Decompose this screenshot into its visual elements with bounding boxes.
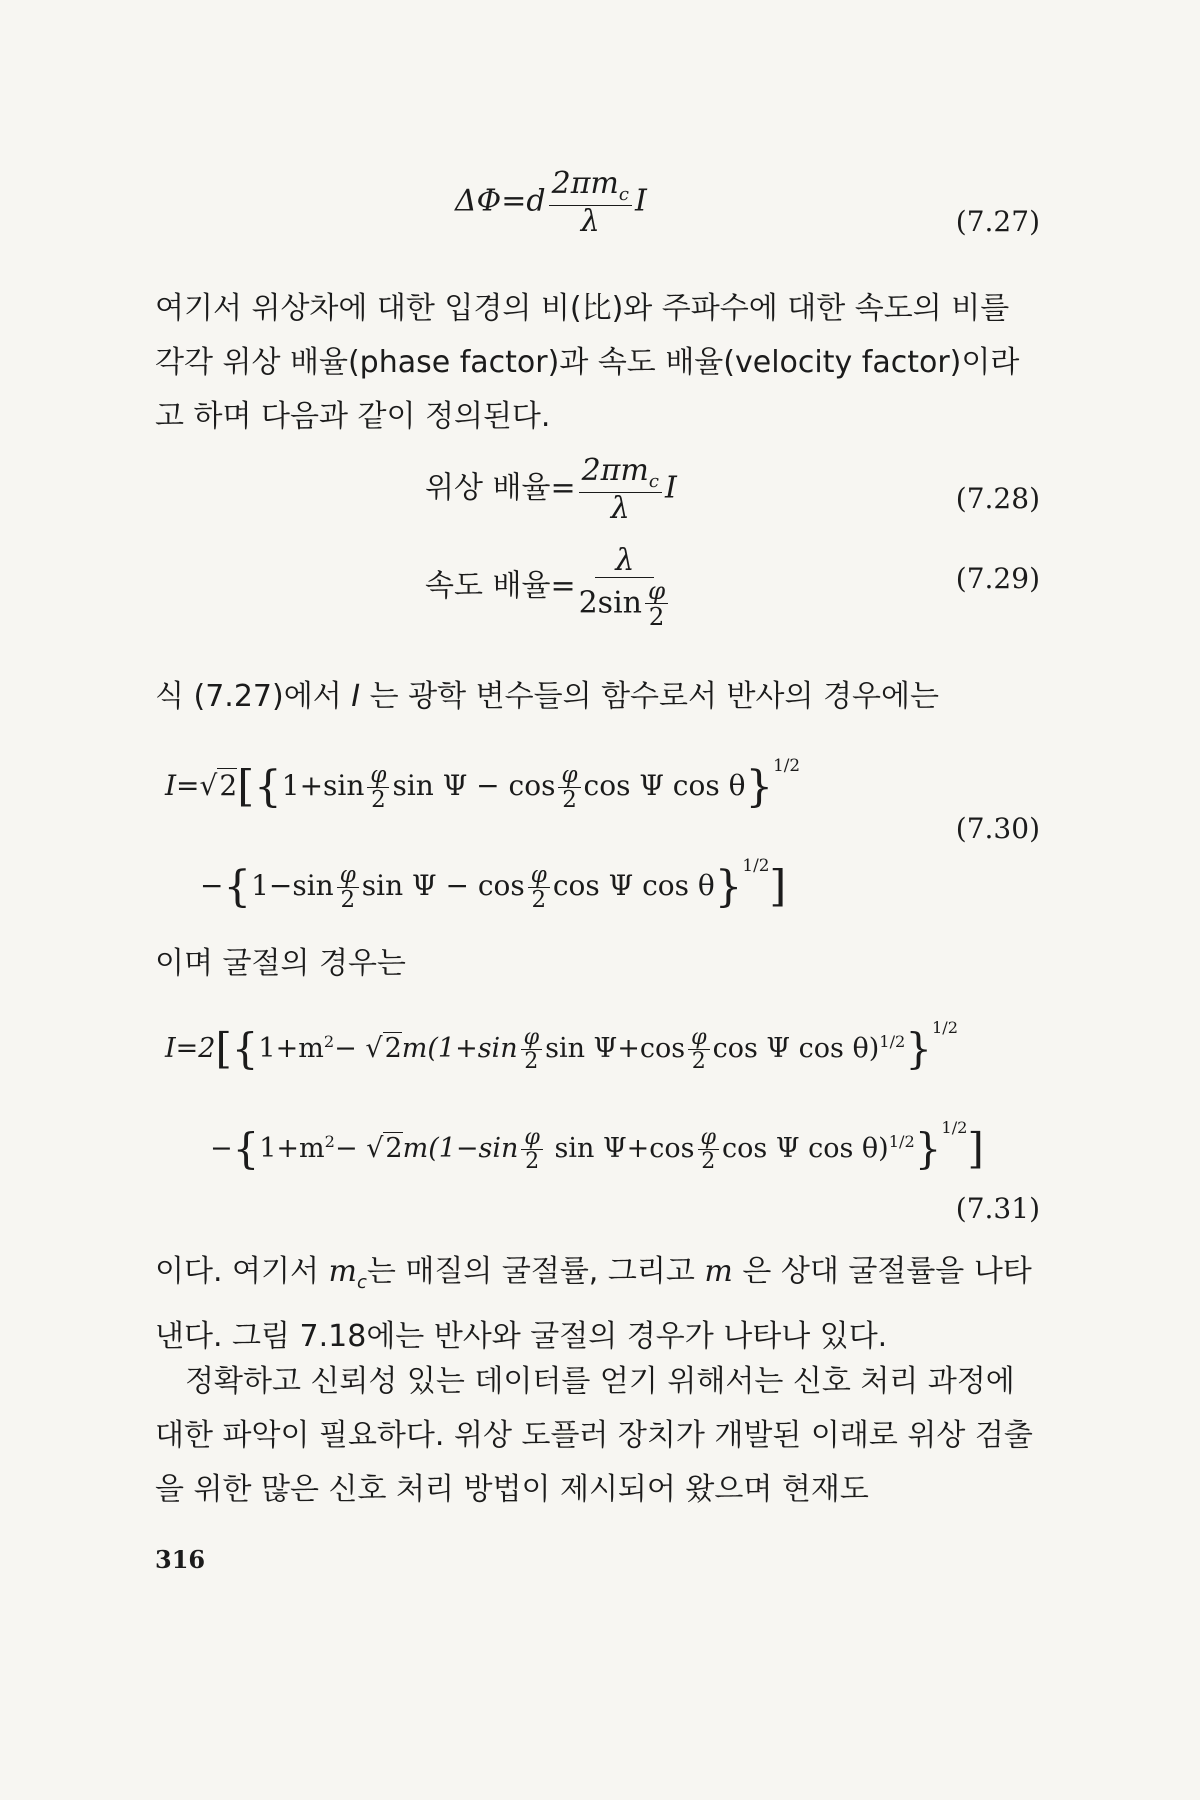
equation-number: (7.29) [955,562,1040,595]
eq-tail: I [664,470,677,506]
term: − [200,869,224,902]
paragraph [155,670,1045,724]
frac-numerator: λ [615,543,635,578]
subscript: c [648,471,659,492]
text: 는 매질의 굴절률, 그리고 [366,1254,705,1289]
equation-7-28 [425,455,677,524]
bracket: ] [769,862,787,912]
exponent: 1/2 [742,855,770,875]
term: sin Ψ − cos [392,769,556,802]
variable: m [328,1254,357,1289]
term: 1+sin [281,769,365,802]
frac-numerator: φ [558,763,580,788]
frac-numerator: φ [521,1026,543,1050]
frac-numerator: φ [645,578,668,605]
exponent: 1/2 [879,1032,906,1051]
sqrt-radicand: 2 [384,1033,402,1064]
equation-7-30-line2 [200,855,786,912]
equation-number: (7.31) [955,1192,1040,1225]
frac-denominator: 2 [371,787,386,813]
frac-numerator: φ [367,763,389,788]
frac-denominator: 2 [525,1148,540,1174]
frac-denominator: 2 [340,887,356,913]
den-text: 2sin [578,584,642,620]
fraction [579,545,672,630]
eq-lhs: I=2 [165,1033,216,1064]
brace: } [905,1024,932,1073]
exponent: 2 [323,1032,335,1051]
exponent: 1/2 [941,1118,968,1137]
frac-denominator: 2 [648,602,665,632]
frac-denominator [578,575,672,632]
term: sin Ψ+cos [545,1033,686,1064]
exponent: 1/2 [773,755,801,775]
frac-numerator: 2πm [581,453,649,488]
frac-numerator: φ [337,863,359,888]
frac-denominator: 2 [691,1048,706,1074]
term: cos Ψ cos θ [583,769,746,802]
eq-tail: I [634,183,647,219]
brace: { [232,1124,260,1173]
term: 1+m [259,1133,325,1164]
equation-7-29 [425,545,674,630]
fraction [521,1023,543,1074]
subscript: c [618,184,629,205]
frac-numerator: φ [698,1126,720,1150]
eq-lhs: 속도 배율= [425,568,576,604]
page-number: 316 [155,1545,206,1574]
fraction [558,763,580,812]
term: sin Ψ − cos [361,869,525,902]
paragraph: 여기서 위상차에 대한 입경의 비(比)와 주파수에 대한 속도의 비를 각각 위상 배율(phase factor)과 속도 배율(velocity factor)이라고 하며 다음과 같이 정의된다. [155,291,1020,434]
brace: { [254,762,282,812]
bracket: [ [215,1024,232,1073]
term: cos Ψ cos θ) [712,1033,880,1064]
frac-numerator: φ [688,1026,710,1050]
fraction [367,763,389,812]
term: sin Ψ+cos [545,1133,695,1164]
frac-denominator: λ [610,490,630,526]
equation-number: (7.30) [955,812,1040,845]
brace: } [914,1124,942,1173]
term: − [210,1133,233,1164]
frac-numerator: φ [521,1126,543,1150]
fraction [521,1123,543,1174]
paragraph: 이며 굴절의 경우는 [155,946,406,981]
fraction [645,575,668,632]
equation-7-30-line1: I=√2[{1+sin $\frac{\varphi}{2}$ sin Ψ − cos $\frac{\varphi}{2}$ cos Ψ cos θ}$^{1/2}$ [165,755,801,813]
eq-lhs: I= [165,769,200,802]
equation-7-31-line1: $I=2[\{1+m^2- √2m(1+\sin$ $\frac{\varphi}{2}$ sin Ψ+cos $\frac{\varphi}{2}$ cos Ψ cos θ)$^{1/2}$}$^{1/2}$ [165,1018,959,1074]
eq-lhs: ΔΦ= [455,183,527,219]
equation-7-31-line2: $-\{1+m^2- √2m(1-\sin$ $\frac{\varphi}{2}$ sin Ψ+cos $\frac{\varphi}{2}$ cos Ψ cos θ)$^{1/2}$}$^{1/2}$] [210,1118,984,1174]
text: 은 상대 굴절률을 나타낸다. 그림 7.18에는 반사와 굴절의 경우가 나타나 있다. [155,1254,1032,1354]
frac-denominator: 2 [562,787,577,813]
equation-number: (7.28) [955,482,1040,515]
paragraph [155,1245,1045,1364]
brace: { [223,862,252,912]
text: 는 광학 변수들의 함수로서 반사의 경우에는 [360,679,939,714]
term: − [334,1033,366,1064]
frac-denominator: 2 [524,1048,539,1074]
fraction [688,1023,710,1074]
term: m(1+sin [401,1033,518,1064]
variable: I [351,679,361,714]
term: cos Ψ cos θ [552,869,715,902]
term: − [334,1133,367,1164]
eq-lhs: 위상 배율= [425,470,576,506]
text: 이다. 여기서 [155,1254,329,1289]
subscript: c [356,1272,367,1293]
fraction [528,863,550,912]
exponent: 1/2 [888,1132,915,1151]
fraction [698,1123,720,1174]
exponent: 1/2 [931,1018,959,1037]
brace: } [714,862,743,912]
frac-denominator: λ [580,203,600,239]
frac-numerator: φ [528,863,550,888]
variable: m [704,1254,733,1289]
term: cos Ψ cos θ) [722,1133,889,1164]
paragraph: 정확하고 신뢰성 있는 데이터를 얻기 위해서는 신호 처리 과정에 대한 파악이 필요하다. 위상 도플러 장치가 개발된 이래로 위상 검출을 위한 많은 신호 처리 방법이 제시되어 왔으며 현재도 [155,1364,1033,1507]
frac-denominator: 2 [701,1148,716,1174]
fraction [549,168,632,237]
brace: { [231,1024,259,1073]
sqrt-radicand: 2 [385,1133,403,1164]
text: 식 (7.27)에서 [155,679,352,714]
frac-numerator: 2πm [551,166,619,201]
fraction [337,863,359,912]
eq-d: d [526,183,546,219]
term: 1−sin [251,869,334,902]
bracket: ] [967,1124,984,1173]
brace: } [745,762,774,812]
bracket: [ [237,762,255,812]
term: m(1−sin [402,1133,519,1164]
term: 1+m [258,1033,324,1064]
equation-7-27 [455,168,647,237]
exponent: 2 [324,1132,335,1151]
fraction [579,455,662,524]
equation-number: (7.27) [955,205,1040,238]
sqrt-radicand: 2 [219,769,238,802]
frac-denominator: 2 [531,887,547,913]
